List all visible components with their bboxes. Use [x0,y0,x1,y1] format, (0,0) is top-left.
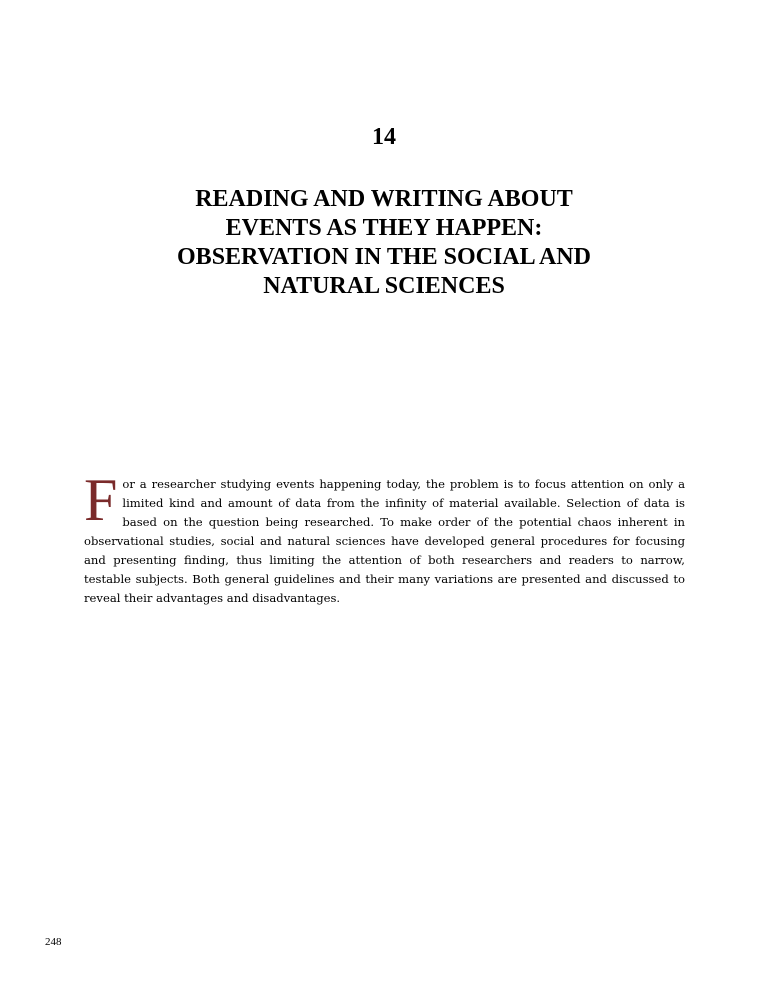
chapter-title-line: NATURAL SCIENCES [263,273,505,299]
chapter-abstract [84,467,686,608]
chapter-title-line: READING AND WRITING ABOUT [195,186,573,212]
abstract-text-line: for focusing and presenting finding, thus limiting the attention of both researchers and readers to [84,534,685,567]
abstract-text-line: only a limited kind and amount of data from the infinity of material available. Selection [122,477,685,510]
chapter-number: 14 [372,124,396,150]
chapter-title-line: EVENTS AS THEY HAPPEN: [225,215,543,241]
abstract-text-line: inherent in observational studies, social and natural sciences have developed general procedures [84,515,685,548]
abstract-text-line: of data is based on the question being researched. To make order of the potential chaos [122,496,685,529]
chapter-title-line: OBSERVATION IN THE SOCIAL AND [177,244,591,270]
abstract-text-line: discussed to reveal their advantages and disadvantages. [84,572,686,605]
abstract-text-line: or a researcher studying events happening today, the problem is to focus attention on [122,477,644,491]
abstract-text-line: narrow, testable subjects. Both general guidelines and their many variations are presented and [84,553,685,586]
drop-cap: F [84,467,118,533]
page-number: 248 [45,936,62,948]
chapter-title [120,185,648,301]
